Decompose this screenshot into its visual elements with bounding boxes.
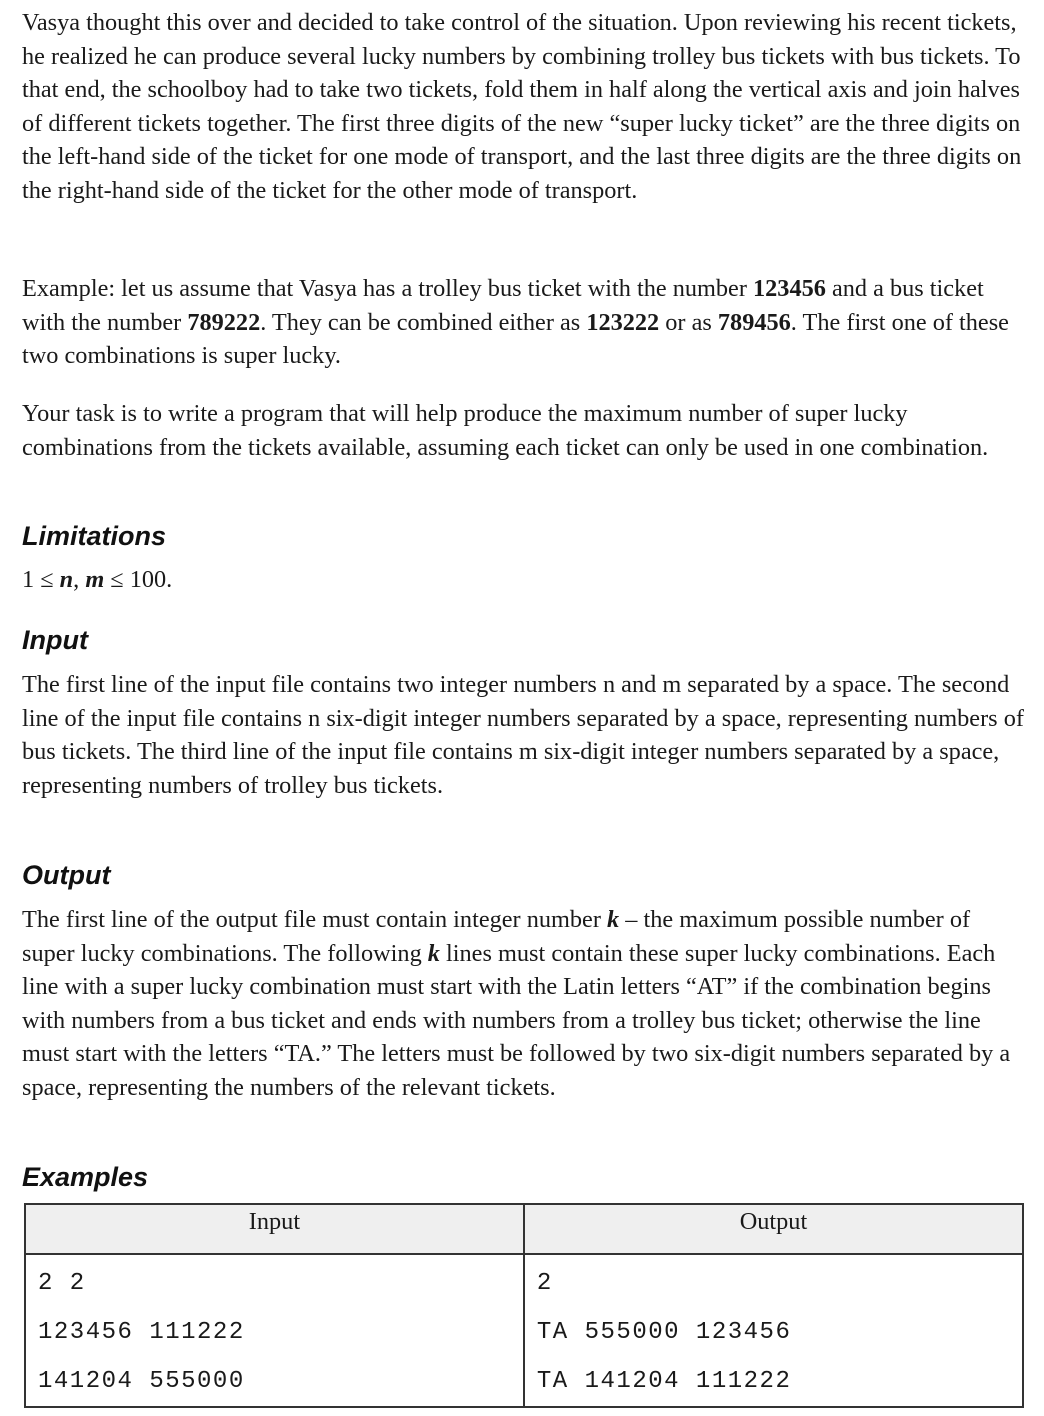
example-text-4: or as bbox=[659, 308, 718, 336]
example-input-line: 2 2 bbox=[38, 1270, 86, 1297]
examples-table bbox=[24, 1203, 1024, 1408]
limitations-sep: , bbox=[73, 566, 86, 593]
limitations-heading: Limitations bbox=[22, 521, 167, 551]
examples-heading: Examples bbox=[22, 1162, 149, 1192]
output-text-3: lines must contain these super lucky combinations. Each line with a super lucky combination must start with the Latin letters “AT” if the combination begins with numbers from a bus ticket and ends with numbers from a trolley bus ticket; otherwise the line must start with the letters “TA.” The letters must be followed by two six-digit numbers separated by a space, representing the numbers of the relevant tickets. bbox=[22, 939, 1011, 1101]
bus-ticket-number: 789222 bbox=[187, 308, 261, 336]
trolley-ticket-number: 123456 bbox=[753, 275, 826, 302]
example-input-line: 123456 111222 bbox=[38, 1319, 245, 1346]
task-paragraph: Your task is to write a program that will help produce the maximum number of super lucky combinations from the tickets available, assuming each ticket can only be used in one combination. bbox=[22, 400, 989, 461]
var-n: n bbox=[59, 566, 74, 593]
examples-header-row bbox=[25, 1204, 1023, 1254]
example-paragraph bbox=[22, 272, 1026, 373]
example-text-5: . The first one of these two combinations is super lucky. bbox=[22, 308, 1009, 370]
example-text-1: Example: let us assume that Vasya has a trolley bus ticket with the number bbox=[22, 275, 753, 302]
example-output-line: TA 555000 123456 bbox=[536, 1319, 792, 1346]
example-input-line: 141204 555000 bbox=[38, 1368, 245, 1395]
limitations-post: ≤ 100. bbox=[104, 566, 173, 593]
intro-paragraph: Vasya thought this over and decided to take control of the situation. Upon reviewing his recent tickets, he realized he can produce several lucky numbers by combining trolley bus tickets with bus tickets. To that end, the schoolboy had to take two tickets, fold them in half along the vertical axis and join halves of different tickets together. The first three digits of the new “super lucky ticket” are the three digits on the left-hand side of the ticket for one mode of transport, and the last three digits are the three digits on the right-hand side of the ticket for the other mode of transport. bbox=[22, 9, 1022, 204]
example-input-cell bbox=[25, 1254, 524, 1407]
output-column-header: Output bbox=[524, 1204, 1023, 1254]
output-text-1: The first line of the output file must contain integer number bbox=[22, 906, 607, 933]
example-output-line: TA 141204 111222 bbox=[536, 1368, 792, 1395]
example-text-2: and a bus ticket with the number bbox=[22, 275, 984, 336]
output-text-2: – the maximum possible number of super lucky combinations. The following bbox=[22, 906, 971, 967]
var-m: m bbox=[85, 566, 105, 593]
input-column-header: Input bbox=[25, 1204, 524, 1254]
example-output-line: 2 bbox=[536, 1270, 553, 1297]
example-row bbox=[25, 1254, 1023, 1407]
limitations-pre: 1 ≤ bbox=[22, 566, 60, 593]
input-description: The first line of the input file contains two integer numbers n and m separated by a space. The second line of the input file contains n six-digit integer numbers separated by a space, representing numbers of bus tickets. The third line of the input file contains m six-digit integer numbers separated by a space, representing numbers of trolley bus tickets. bbox=[22, 671, 1024, 799]
example-text-3: . They can be combined either as bbox=[260, 308, 587, 336]
var-k: k bbox=[607, 906, 620, 933]
limitations-text bbox=[22, 563, 172, 597]
combination-2: 789456 bbox=[717, 308, 791, 336]
input-heading: Input bbox=[22, 625, 88, 655]
combination-1: 123222 bbox=[586, 308, 660, 336]
output-heading: Output bbox=[22, 860, 111, 890]
example-output-cell bbox=[524, 1254, 1023, 1407]
output-description bbox=[22, 903, 1028, 1105]
var-k-2: k bbox=[427, 939, 440, 967]
